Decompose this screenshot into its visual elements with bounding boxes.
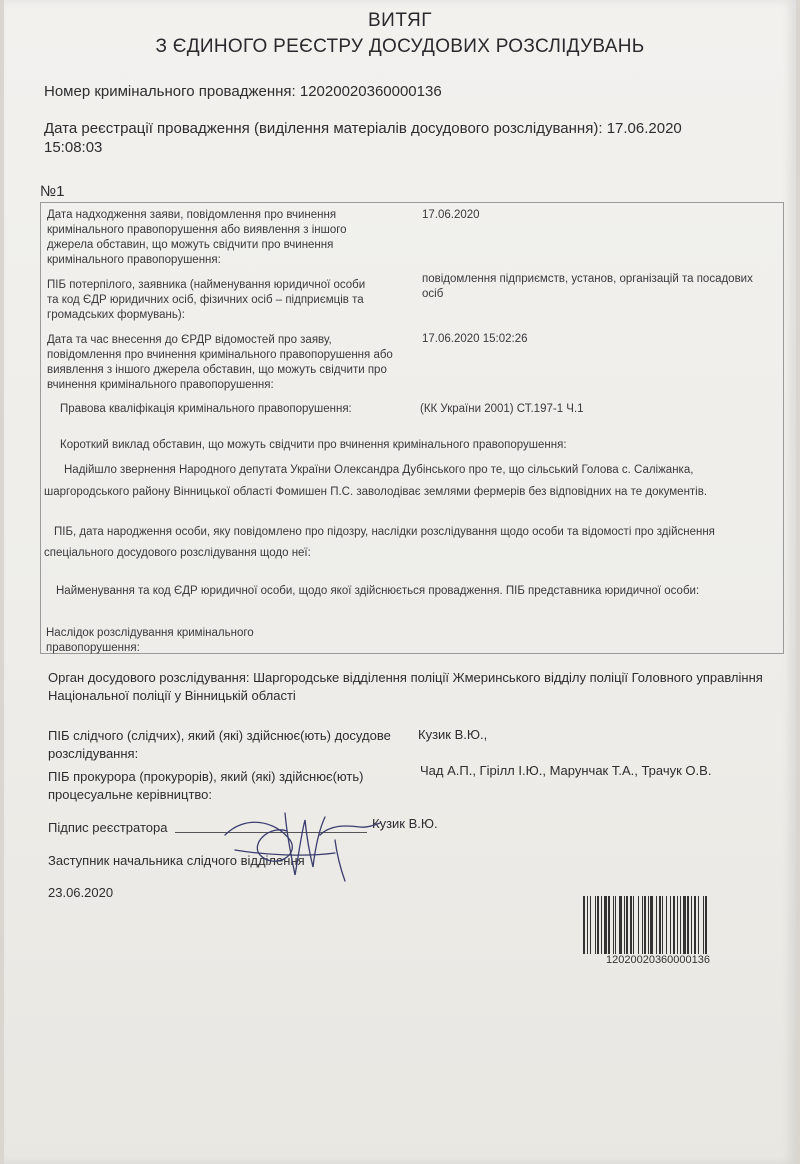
document-subtitle: З ЄДИНОГО РЕЄСТРУ ДОСУДОВИХ РОЗСЛІДУВАНЬ xyxy=(155,36,645,57)
legal-entity-label: Найменування та код ЄДР юридичної особи, щодо якої здійснюється провадження. ПІБ представника юридичної особи: xyxy=(56,585,700,597)
document-date: 23.06.2020 xyxy=(48,885,114,900)
label-line: кримінального правопорушення або виявлення з іншого xyxy=(47,224,347,236)
barcode-bar xyxy=(703,896,704,954)
barcode-bar xyxy=(656,896,657,954)
label-line: ПІБ прокурора (прокурорів), який (які) здійснює(ють) xyxy=(48,769,364,784)
barcode-bar xyxy=(698,896,699,954)
label-line: виявлення з іншого джерела обставин, що можуть свідчити про xyxy=(47,364,387,376)
organ-label: Орган досудового розслідування: xyxy=(48,670,250,685)
barcode-number: 12020020360000136 xyxy=(606,954,711,966)
qualification-label: Правова кваліфікація кримінального правопорушення: xyxy=(60,403,352,415)
barcode-bar xyxy=(595,896,596,954)
record-index: №1 xyxy=(40,183,65,200)
barcode-bar xyxy=(644,896,646,954)
victim-label xyxy=(47,278,417,323)
investigator-label xyxy=(48,727,418,763)
barcode-bar xyxy=(615,896,616,954)
signature-icon xyxy=(215,795,385,885)
label-line: Дата надходження заяви, повідомлення про вчинення xyxy=(47,209,337,221)
barcode-bar xyxy=(583,896,585,954)
barcode-bar xyxy=(666,896,667,954)
barcode-bar xyxy=(604,896,607,954)
barcode-bar xyxy=(597,896,599,954)
label-line: правопорушення: xyxy=(46,642,140,654)
label-line: Дата та час внесення до ЄРДР відомостей про заяву, xyxy=(47,334,332,346)
qualification: (КК України 2001) СТ.197-1 Ч.1 xyxy=(420,403,584,415)
barcode-bar xyxy=(587,896,588,954)
barcode-bar xyxy=(673,896,675,954)
barcode-bar xyxy=(694,896,696,954)
barcode-bar xyxy=(691,896,692,954)
barcode-bar xyxy=(619,896,622,954)
barcode-bar xyxy=(670,896,671,954)
barcode-bar xyxy=(683,896,686,954)
barcode-bar xyxy=(633,896,634,954)
barcode-bar xyxy=(677,896,678,954)
barcode-bar xyxy=(590,896,591,954)
entry-datetime: 17.06.2020 15:02:26 xyxy=(422,333,528,345)
label-line: громадських формувань): xyxy=(47,309,185,321)
deputy-label: Заступник начальника слідчого відділення xyxy=(48,853,305,868)
registrar-label: Підпис реєстратора xyxy=(48,820,168,835)
barcode-bar xyxy=(650,896,653,954)
barcode-bar xyxy=(613,896,614,954)
value-line: повідомлення підприємств, установ, організацій та посадових xyxy=(422,273,753,285)
suspect-label-line-1: ПІБ, дата народження особи, яку повідомлено про підозру, наслідки розслідування щодо особи та відомості про здійснення xyxy=(54,526,715,538)
label-line: розслідування: xyxy=(48,746,139,761)
victim-value xyxy=(422,272,777,302)
suspect-label-line-2: спеціального досудового розслідування щодо неї: xyxy=(44,547,311,559)
organ-row xyxy=(48,669,788,705)
label-line: ПІБ потерпілого, заявника (найменування юридичної особи xyxy=(47,279,366,291)
label-line: джерела обставин, що можуть свідчити про вчинення xyxy=(47,239,334,251)
summary-line-1: Надійшло звернення Народного депутата України Олександра Дубінського про те, що сільський Голова с. Саліжанка, xyxy=(64,464,694,476)
organ-line-2: Національної поліції у Вінницькій області xyxy=(48,688,296,703)
receipt-date-label xyxy=(47,208,417,268)
summary-label: Короткий виклад обставин, що можуть свідчити про вчинення кримінального правопорушення: xyxy=(60,439,567,451)
barcode-bar xyxy=(659,896,661,954)
barcode-bar xyxy=(662,896,663,954)
label-line: вчинення кримінального правопорушення: xyxy=(47,379,274,391)
case-number-row xyxy=(44,83,442,100)
label-line: та код ЄДР юридичних осіб, фізичних осіб – підприємців та xyxy=(47,294,364,306)
investigator: Кузик В.Ю., xyxy=(418,727,488,742)
registrar-name: Кузик В.Ю. xyxy=(372,816,438,831)
label-line: повідомлення про вчинення кримінального правопорушення або xyxy=(47,349,393,361)
barcode-bar xyxy=(630,896,632,954)
barcode-bar xyxy=(687,896,689,954)
label-line: кримінального правопорушення: xyxy=(47,254,221,266)
receipt-date: 17.06.2020 xyxy=(422,209,480,221)
barcode-bar xyxy=(601,896,602,954)
barcode-bar xyxy=(705,896,707,954)
registration-date-row xyxy=(44,119,764,157)
barcode-bar xyxy=(626,896,628,954)
label-line: ПІБ слідчого (слідчих), який (які) здійснює(ють) досудове xyxy=(48,728,391,743)
entry-datetime-label xyxy=(47,333,417,393)
label-line: Наслідок розслідування кримінального xyxy=(46,627,254,639)
barcode-bar xyxy=(638,896,639,954)
case-number: 12020020360000136 xyxy=(299,83,442,100)
result-label xyxy=(46,626,254,656)
signature-stroke xyxy=(320,823,380,835)
summary-line-2: шаргородського району Вінницької області Фомишен П.С. заволодіває землями фермерів без відповідних на те документів. xyxy=(44,486,708,498)
barcode-bar xyxy=(680,896,681,954)
registration-time: 15:08:03 xyxy=(44,139,103,156)
barcode xyxy=(583,896,773,956)
signature-stroke xyxy=(335,840,345,881)
barcode-bar xyxy=(608,896,610,954)
barcode-bar xyxy=(648,896,649,954)
case-number-label: Номер кримінального провадження: xyxy=(44,83,296,100)
prosecutors: Чад А.П., Гірілл І.Ю., Марунчак Т.А., Трачук О.В. xyxy=(420,763,712,778)
label-line: процесуальне керівництво: xyxy=(48,787,213,802)
barcode-bar xyxy=(624,896,625,954)
value-line: осіб xyxy=(422,288,444,300)
registration-date: 17.06.2020 xyxy=(606,120,682,137)
organ-line-1: Шаргородське відділення поліції Жмеринського відділу поліції Головного управління xyxy=(253,670,763,685)
signature-stroke xyxy=(235,850,335,855)
registration-date-label: Дата реєстрації провадження (виділення матеріалів досудового розслідування): xyxy=(44,120,603,137)
signature-stroke xyxy=(285,813,325,875)
document-title: ВИТЯГ xyxy=(367,10,433,31)
barcode-bar xyxy=(642,896,643,954)
